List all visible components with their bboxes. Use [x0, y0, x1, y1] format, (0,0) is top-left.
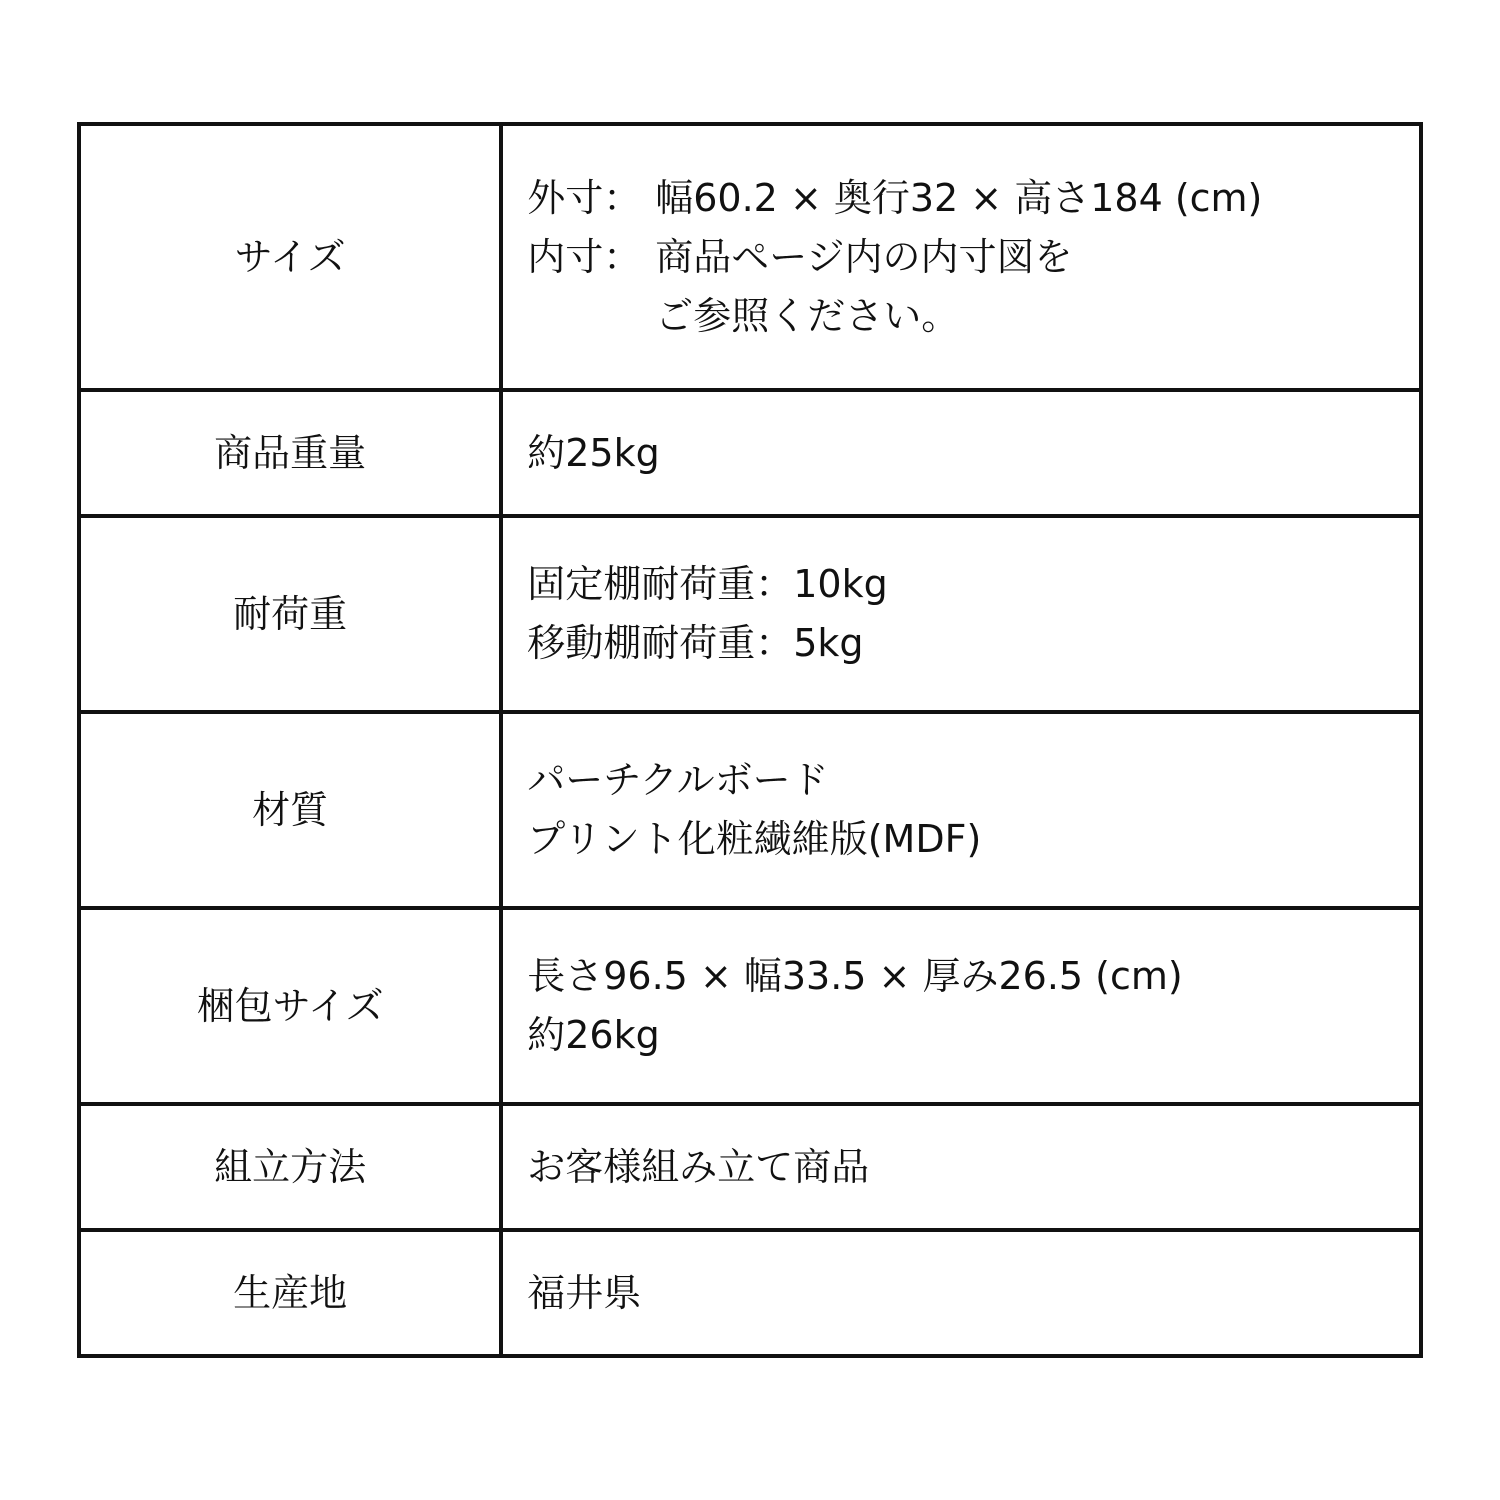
spec-row-assembly [79, 1104, 1421, 1230]
spec-row-origin [79, 1230, 1421, 1356]
spec-row-material [79, 712, 1421, 908]
outer-dimensions-value: 幅60.2 × 奥行32 × 高さ184 (cm) [655, 175, 1263, 220]
package-weight: 約26kg [527, 1013, 660, 1057]
outer-dimensions-line [527, 169, 1419, 228]
spec-value-assembly: お客様組み立て商品 [501, 1104, 1421, 1230]
outer-dimensions-key: 外寸： [527, 175, 642, 220]
spec-value-origin: 福井県 [501, 1230, 1421, 1356]
fixed-shelf-load: 固定棚耐荷重：10kg [527, 562, 888, 606]
package-dimensions: 長さ96.5 × 幅33.5 × 厚み26.5 (cm) [527, 954, 1183, 998]
inner-dimensions-value-continued: ご参照ください。 [655, 293, 960, 338]
spec-label-load-capacity: 耐荷重 [79, 516, 501, 712]
spec-value-package-size [501, 908, 1421, 1104]
spec-row-size [79, 124, 1421, 390]
movable-shelf-load: 移動棚耐荷重：5kg [527, 621, 864, 665]
spec-row-package-size [79, 908, 1421, 1104]
spec-label-assembly: 組立方法 [79, 1104, 501, 1230]
spec-label-origin: 生産地 [79, 1230, 501, 1356]
spec-value-load-capacity [501, 516, 1421, 712]
spec-label-material: 材質 [79, 712, 501, 908]
inner-dimensions-key: 内寸： [527, 234, 642, 279]
inner-dimensions-line [527, 228, 1419, 287]
inner-dimensions-value: 商品ページ内の内寸図を [655, 234, 1073, 279]
spec-value-material [501, 712, 1421, 908]
material-line-2: プリント化粧繊維版(MDF) [527, 817, 982, 861]
spec-row-load-capacity [79, 516, 1421, 712]
spec-label-weight: 商品重量 [79, 390, 501, 516]
product-spec-table [77, 122, 1423, 1358]
spec-row-weight [79, 390, 1421, 516]
material-line-1: パーチクルボード [527, 758, 829, 802]
spec-value-size [501, 124, 1421, 390]
spec-label-package-size: 梱包サイズ [79, 908, 501, 1104]
spec-value-weight: 約25kg [501, 390, 1421, 516]
spec-label-size: サイズ [79, 124, 501, 390]
